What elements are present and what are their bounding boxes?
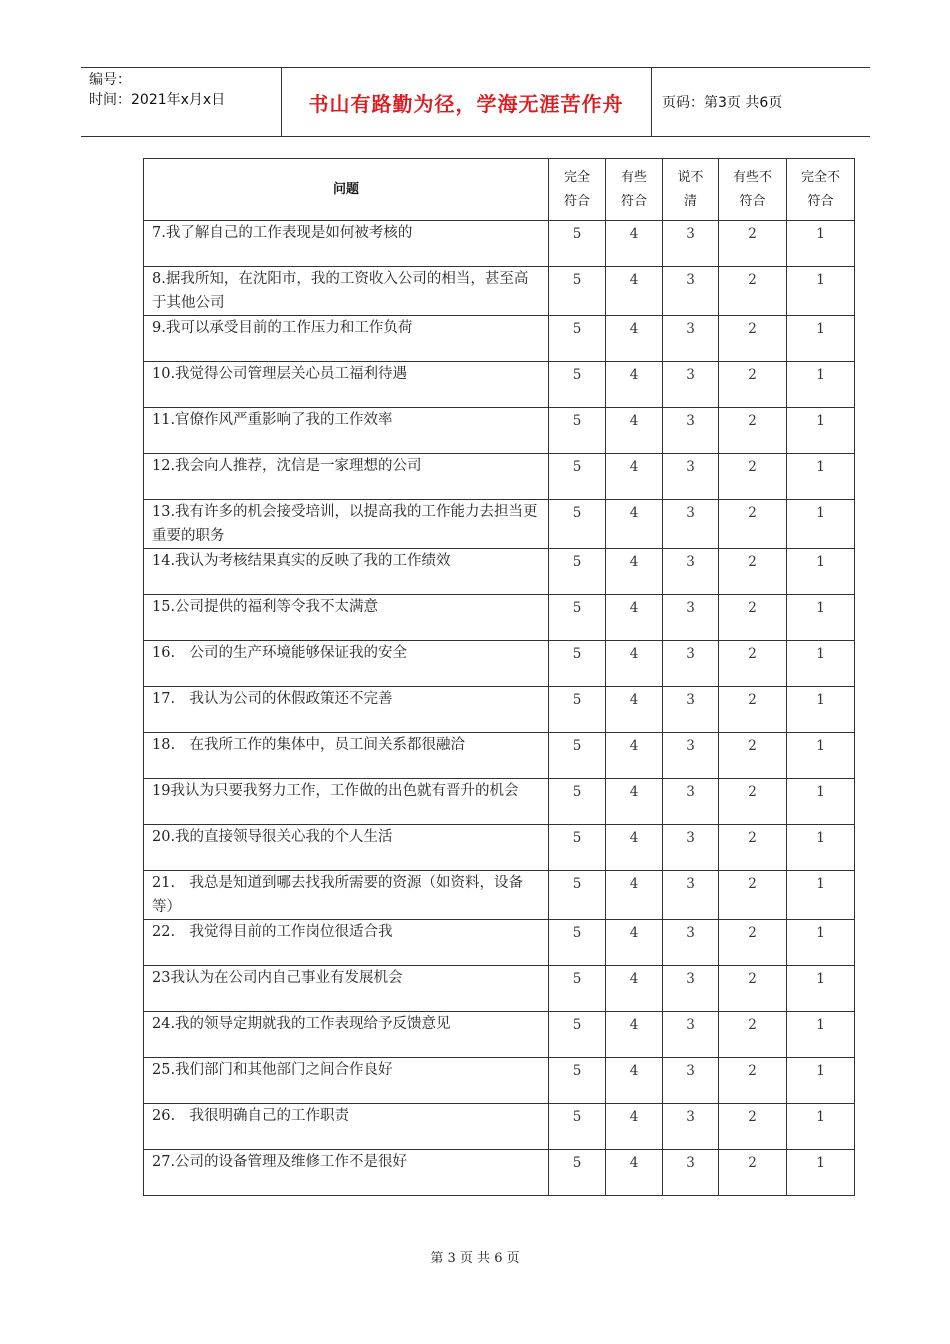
header-text-line: 问题 <box>332 181 359 197</box>
score-option[interactable]: 4 <box>606 454 663 500</box>
table-row <box>144 779 855 825</box>
score-option[interactable]: 5 <box>549 500 606 549</box>
score-option[interactable]: 1 <box>787 316 855 362</box>
question-text: 7.我了解自己的工作表现是如何被考核的 <box>144 221 549 267</box>
score-option[interactable]: 5 <box>549 1058 606 1104</box>
score-option[interactable]: 4 <box>606 408 663 454</box>
score-option[interactable]: 1 <box>787 1012 855 1058</box>
score-option[interactable]: 4 <box>606 549 663 595</box>
header-text-line: 说不 <box>677 169 704 185</box>
header-motto-cell <box>281 68 652 136</box>
score-option[interactable]: 5 <box>549 362 606 408</box>
survey-header-row <box>144 159 855 221</box>
score-option[interactable]: 3 <box>663 687 719 733</box>
table-row <box>144 825 855 871</box>
score-option[interactable]: 3 <box>663 267 719 316</box>
header-text-line: 符合 <box>620 193 647 209</box>
score-option[interactable]: 2 <box>719 500 787 549</box>
question-text: 13.我有许多的机会接受培训，以提高我的工作能力去担当更重要的职务 <box>144 500 549 549</box>
score-option[interactable]: 3 <box>663 1104 719 1150</box>
table-row <box>144 267 855 316</box>
header-text-line: 符合 <box>739 193 766 209</box>
score-option[interactable]: 3 <box>663 221 719 267</box>
question-text: 19我认为只要我努力工作，工作做的出色就有晋升的机会 <box>144 779 549 825</box>
header-text-line: 符合 <box>807 193 834 209</box>
question-text: 14.我认为考核结果真实的反映了我的工作绩效 <box>144 549 549 595</box>
table-row <box>144 920 855 966</box>
header-text-line: 符合 <box>563 193 590 209</box>
score-option[interactable]: 1 <box>787 549 855 595</box>
score-option[interactable]: 4 <box>606 1058 663 1104</box>
score-option[interactable]: 3 <box>663 1150 719 1196</box>
header-page-info: 页码：第3页 共6页 <box>662 95 783 111</box>
question-text: 15.公司提供的福利等令我不太满意 <box>144 595 549 641</box>
header-motto: 书山有路勤为径，学海无涯苦作舟 <box>308 91 624 116</box>
score-option[interactable]: 1 <box>787 966 855 1012</box>
column-somewhat-disagree-header <box>719 159 787 221</box>
score-option[interactable]: 2 <box>719 920 787 966</box>
score-option[interactable]: 1 <box>787 1150 855 1196</box>
question-text: 9.我可以承受目前的工作压力和工作负荷 <box>144 316 549 362</box>
score-option[interactable]: 2 <box>719 779 787 825</box>
header-text-line: 有些 <box>620 169 647 185</box>
score-option[interactable]: 4 <box>606 825 663 871</box>
score-option[interactable]: 2 <box>719 549 787 595</box>
score-option[interactable]: 1 <box>787 1058 855 1104</box>
question-text: 23我认为在公司内自己事业有发展机会 <box>144 966 549 1012</box>
score-option[interactable]: 2 <box>719 316 787 362</box>
score-option[interactable]: 3 <box>663 316 719 362</box>
score-option[interactable]: 3 <box>663 966 719 1012</box>
score-option[interactable]: 2 <box>719 641 787 687</box>
question-text: 24.我的领导定期就我的工作表现给予反馈意见 <box>144 1012 549 1058</box>
header-meta <box>81 68 282 136</box>
score-option[interactable]: 1 <box>787 687 855 733</box>
question-text: 17. 我认为公司的休假政策还不完善 <box>144 687 549 733</box>
score-option[interactable]: 3 <box>663 454 719 500</box>
column-unsure-header <box>663 159 719 221</box>
survey-table-body <box>144 221 855 1196</box>
score-option[interactable]: 4 <box>606 641 663 687</box>
score-option[interactable]: 3 <box>663 641 719 687</box>
score-option[interactable]: 4 <box>606 1104 663 1150</box>
score-option[interactable]: 4 <box>606 920 663 966</box>
score-option[interactable]: 2 <box>719 1012 787 1058</box>
score-option[interactable]: 5 <box>549 871 606 920</box>
question-text: 16. 公司的生产环境能够保证我的安全 <box>144 641 549 687</box>
question-text: 26. 我很明确自己的工作职责 <box>144 1104 549 1150</box>
score-option[interactable]: 3 <box>663 1012 719 1058</box>
table-row <box>144 454 855 500</box>
score-option[interactable]: 4 <box>606 362 663 408</box>
score-option[interactable]: 3 <box>663 549 719 595</box>
score-option[interactable]: 4 <box>606 966 663 1012</box>
score-option[interactable]: 5 <box>549 920 606 966</box>
score-option[interactable]: 4 <box>606 500 663 549</box>
score-option[interactable]: 4 <box>606 221 663 267</box>
table-row <box>144 1150 855 1196</box>
score-option[interactable]: 4 <box>606 779 663 825</box>
question-text: 10.我觉得公司管理层关心员工福利待遇 <box>144 362 549 408</box>
score-option[interactable]: 4 <box>606 1012 663 1058</box>
score-option[interactable]: 5 <box>549 779 606 825</box>
question-text: 27.公司的设备管理及维修工作不是很好 <box>144 1150 549 1196</box>
score-option[interactable]: 2 <box>719 1058 787 1104</box>
score-option[interactable]: 4 <box>606 871 663 920</box>
table-row <box>144 733 855 779</box>
score-option[interactable]: 1 <box>787 267 855 316</box>
score-option[interactable]: 5 <box>549 595 606 641</box>
table-row <box>144 362 855 408</box>
score-option[interactable]: 1 <box>787 362 855 408</box>
score-option[interactable]: 3 <box>663 733 719 779</box>
score-option[interactable]: 5 <box>549 316 606 362</box>
score-option[interactable]: 3 <box>663 1058 719 1104</box>
document-number-label: 编号： <box>89 72 131 88</box>
column-fully-agree-header <box>549 159 606 221</box>
score-option[interactable]: 2 <box>719 966 787 1012</box>
header-text-line: 清 <box>683 193 697 209</box>
score-option[interactable]: 3 <box>663 920 719 966</box>
score-option[interactable]: 4 <box>606 1150 663 1196</box>
table-row <box>144 1012 855 1058</box>
score-option[interactable]: 1 <box>787 871 855 920</box>
table-row <box>144 549 855 595</box>
score-option[interactable]: 1 <box>787 825 855 871</box>
score-option[interactable]: 2 <box>719 595 787 641</box>
table-row <box>144 687 855 733</box>
column-somewhat-agree-header <box>606 159 663 221</box>
score-option[interactable]: 3 <box>663 595 719 641</box>
score-option[interactable]: 1 <box>787 733 855 779</box>
table-row <box>144 221 855 267</box>
score-option[interactable]: 2 <box>719 408 787 454</box>
score-option[interactable]: 3 <box>663 408 719 454</box>
score-option[interactable]: 5 <box>549 1104 606 1150</box>
score-option[interactable]: 1 <box>787 1104 855 1150</box>
score-option[interactable]: 1 <box>787 595 855 641</box>
score-option[interactable]: 2 <box>719 733 787 779</box>
table-row <box>144 871 855 920</box>
score-option[interactable]: 5 <box>549 1012 606 1058</box>
question-text: 20.我的直接领导很关心我的个人生活 <box>144 825 549 871</box>
score-option[interactable]: 2 <box>719 871 787 920</box>
question-text: 25.我们部门和其他部门之间合作良好 <box>144 1058 549 1104</box>
score-option[interactable]: 5 <box>549 966 606 1012</box>
table-row <box>144 966 855 1012</box>
header-text-line: 完全 <box>563 169 590 185</box>
score-option[interactable]: 5 <box>549 825 606 871</box>
score-option[interactable]: 4 <box>606 733 663 779</box>
score-option[interactable]: 3 <box>663 500 719 549</box>
score-option[interactable]: 1 <box>787 454 855 500</box>
table-row <box>144 408 855 454</box>
score-option[interactable]: 5 <box>549 408 606 454</box>
score-option[interactable]: 4 <box>606 267 663 316</box>
score-option[interactable]: 4 <box>606 687 663 733</box>
score-option[interactable]: 1 <box>787 221 855 267</box>
column-question-header <box>144 159 549 221</box>
table-row <box>144 641 855 687</box>
question-text: 11.官僚作风严重影响了我的工作效率 <box>144 408 549 454</box>
header-page-cell <box>652 68 870 136</box>
score-option[interactable]: 4 <box>606 595 663 641</box>
score-option[interactable]: 2 <box>719 221 787 267</box>
score-option[interactable]: 1 <box>787 408 855 454</box>
question-text: 21. 我总是知道到哪去找我所需要的资源（如资料，设备等） <box>144 871 549 920</box>
score-option[interactable]: 5 <box>549 221 606 267</box>
question-text: 18. 在我所工作的集体中，员工间关系都很融洽 <box>144 733 549 779</box>
score-option[interactable]: 3 <box>663 362 719 408</box>
score-option[interactable]: 5 <box>549 454 606 500</box>
score-option[interactable]: 5 <box>549 641 606 687</box>
score-option[interactable]: 2 <box>719 362 787 408</box>
table-row <box>144 595 855 641</box>
table-row <box>144 1104 855 1150</box>
table-row <box>144 1058 855 1104</box>
score-option[interactable]: 5 <box>549 687 606 733</box>
score-option[interactable]: 5 <box>549 1150 606 1196</box>
score-option[interactable]: 1 <box>787 920 855 966</box>
score-option[interactable]: 5 <box>549 733 606 779</box>
table-row <box>144 316 855 362</box>
question-text: 22. 我觉得目前的工作岗位很适合我 <box>144 920 549 966</box>
score-option[interactable]: 2 <box>719 1104 787 1150</box>
score-option[interactable]: 5 <box>549 267 606 316</box>
table-row <box>144 500 855 549</box>
score-option[interactable]: 1 <box>787 779 855 825</box>
column-fully-disagree-header <box>787 159 855 221</box>
score-option[interactable]: 2 <box>719 267 787 316</box>
score-option[interactable]: 5 <box>549 549 606 595</box>
score-option[interactable]: 2 <box>719 1150 787 1196</box>
question-text: 12.我会向人推荐，沈信是一家理想的公司 <box>144 454 549 500</box>
score-option[interactable]: 2 <box>719 825 787 871</box>
document-date-label: 时间：2021年x月x日 <box>89 92 226 108</box>
page-header <box>81 67 870 137</box>
score-option[interactable]: 3 <box>663 779 719 825</box>
score-option[interactable]: 2 <box>719 454 787 500</box>
score-option[interactable]: 1 <box>787 641 855 687</box>
survey-table <box>143 158 855 1196</box>
score-option[interactable]: 4 <box>606 316 663 362</box>
score-option[interactable]: 1 <box>787 500 855 549</box>
page-footer: 第 3 页 共 6 页 <box>430 1251 520 1266</box>
score-option[interactable]: 3 <box>663 871 719 920</box>
score-option[interactable]: 3 <box>663 825 719 871</box>
header-text-line: 有些不 <box>732 169 772 185</box>
score-option[interactable]: 2 <box>719 687 787 733</box>
question-text: 8.据我所知，在沈阳市，我的工资收入公司的相当，甚至高于其他公司 <box>144 267 549 316</box>
header-text-line: 完全不 <box>800 169 840 185</box>
